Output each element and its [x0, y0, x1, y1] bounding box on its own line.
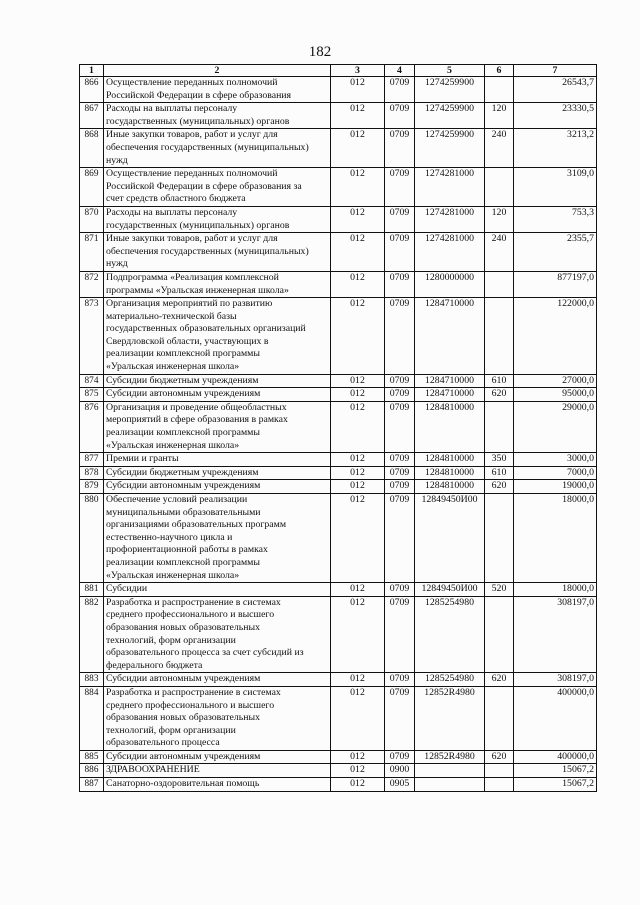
ministry-code: 012 — [331, 233, 385, 272]
expense-name-line: муниципальными образовательными — [106, 506, 261, 518]
row-number: 874 — [80, 374, 104, 388]
row-number: 866 — [80, 77, 104, 103]
expense-name-line: программы «Уральская инженерная школа» — [106, 284, 289, 296]
ministry-code: 012 — [331, 480, 385, 494]
expense-name-line: профориентационной работы в рамках — [106, 544, 268, 556]
expense-name-line: Расходы на выплаты персоналу — [106, 206, 238, 218]
expense-type-code: 620 — [485, 750, 514, 764]
expense-name — [104, 673, 331, 687]
target-article-code: 1274259900 — [415, 77, 485, 103]
column-header: 2 — [104, 65, 331, 77]
target-article-code: 1284710000 — [415, 298, 485, 375]
expense-name — [104, 206, 331, 232]
section-code: 0709 — [385, 583, 415, 597]
ministry-code: 012 — [331, 103, 385, 129]
section-code: 0709 — [385, 388, 415, 402]
target-article-code: 12852R4980 — [415, 750, 485, 764]
section-code: 0709 — [385, 298, 415, 375]
expense-name-line: естественно-научного цикла и — [106, 531, 233, 543]
target-article-code: 1284810000 — [415, 466, 485, 480]
target-article-code: 1285254980 — [415, 596, 485, 673]
amount: 122000,0 — [514, 298, 597, 375]
table-row — [80, 233, 597, 272]
expense-name-line: Субсидии — [106, 583, 148, 595]
section-code: 0905 — [385, 778, 415, 792]
expense-name — [104, 686, 331, 750]
amount: 3000,0 — [514, 453, 597, 467]
expense-name-line: технологий, форм организации — [106, 634, 236, 646]
section-code: 0709 — [385, 453, 415, 467]
expense-type-code: 610 — [485, 466, 514, 480]
expense-name-line: нужд — [106, 154, 128, 166]
expense-name-line: Иные закупки товаров, работ и услуг для — [106, 129, 278, 141]
row-number: 875 — [80, 388, 104, 402]
row-number: 885 — [80, 750, 104, 764]
amount: 3213,2 — [514, 129, 597, 168]
target-article-code: 1274281000 — [415, 233, 485, 272]
expense-name-line: Разработка и распространение в системах — [106, 596, 281, 608]
expense-name — [104, 129, 331, 168]
table-row — [80, 206, 597, 232]
expense-name-line: Субсидии автономным учреждениям — [106, 673, 261, 685]
expense-type-code — [485, 298, 514, 375]
table-row — [80, 750, 597, 764]
row-number: 878 — [80, 466, 104, 480]
expense-name-line: нужд — [106, 258, 128, 270]
table-row — [80, 453, 597, 467]
expense-name — [104, 778, 331, 792]
table-row — [80, 388, 597, 402]
expense-name-line: «Уральская инженерная школа» — [106, 361, 240, 373]
expense-name-line: реализации комплексной программы — [106, 556, 260, 568]
expense-name-line: Российской Федерации в сфере образования — [106, 89, 292, 101]
target-article-code: 1274259900 — [415, 129, 485, 168]
expense-name — [104, 77, 331, 103]
expense-name — [104, 233, 331, 272]
amount: 29000,0 — [514, 401, 597, 452]
expense-name — [104, 583, 331, 597]
amount: 95000,0 — [514, 388, 597, 402]
amount: 877197,0 — [514, 271, 597, 297]
ministry-code: 012 — [331, 374, 385, 388]
column-header: 7 — [514, 65, 597, 77]
ministry-code: 012 — [331, 778, 385, 792]
amount: 18000,0 — [514, 494, 597, 583]
expense-name — [104, 596, 331, 673]
expense-name-line: Обеспечение условий реализации — [106, 494, 248, 505]
ministry-code: 012 — [331, 77, 385, 103]
row-number: 873 — [80, 298, 104, 375]
table-row — [80, 401, 597, 452]
amount: 27000,0 — [514, 374, 597, 388]
expense-name — [104, 466, 331, 480]
amount: 26543,7 — [514, 77, 597, 103]
expense-type-code: 610 — [485, 374, 514, 388]
expense-name-line: Субсидии бюджетным учреждениям — [106, 374, 259, 386]
section-code: 0709 — [385, 466, 415, 480]
expense-type-code: 620 — [485, 388, 514, 402]
expense-name-line: Подпрограмма «Реализация комплексной — [106, 271, 279, 283]
amount: 753,3 — [514, 206, 597, 232]
expense-name-line: материально-технической базы — [106, 310, 237, 322]
expense-name — [104, 401, 331, 452]
expense-name — [104, 271, 331, 297]
table-row — [80, 673, 597, 687]
section-code: 0709 — [385, 103, 415, 129]
expense-type-code: 120 — [485, 206, 514, 232]
expense-name-line: счет средств областного бюджета — [106, 193, 246, 205]
table-row — [80, 103, 597, 129]
table-row — [80, 596, 597, 673]
column-header: 1 — [80, 65, 104, 77]
target-article-code: 12849450И00 — [415, 494, 485, 583]
section-code: 0709 — [385, 374, 415, 388]
expense-type-code: 350 — [485, 453, 514, 467]
section-code: 0709 — [385, 168, 415, 207]
column-header: 6 — [485, 65, 514, 77]
expense-name-line: образования новых образовательных — [106, 621, 260, 633]
amount: 2355,7 — [514, 233, 597, 272]
table-row — [80, 271, 597, 297]
expense-name-line: образования новых образовательных — [106, 712, 260, 724]
amount: 23330,5 — [514, 103, 597, 129]
row-number: 887 — [80, 778, 104, 792]
expense-name-line: среднего профессионального и высшего — [106, 699, 275, 711]
expense-name — [104, 480, 331, 494]
expense-type-code — [485, 168, 514, 207]
amount: 18000,0 — [514, 583, 597, 597]
expense-name — [104, 494, 331, 583]
expense-name — [104, 374, 331, 388]
expense-name-line: Разработка и распространение в системах — [106, 686, 281, 698]
ministry-code: 012 — [331, 466, 385, 480]
row-number: 883 — [80, 673, 104, 687]
table-row — [80, 298, 597, 375]
target-article-code: 1284810000 — [415, 480, 485, 494]
expense-type-code — [485, 686, 514, 750]
section-code: 0900 — [385, 764, 415, 778]
expense-type-code — [485, 77, 514, 103]
row-number: 881 — [80, 583, 104, 597]
expense-type-code — [485, 401, 514, 452]
section-code: 0709 — [385, 77, 415, 103]
section-code: 0709 — [385, 233, 415, 272]
target-article-code — [415, 764, 485, 778]
expense-type-code — [485, 596, 514, 673]
expense-name-line: Свердловской области, участвующих в — [106, 335, 269, 347]
amount: 308197,0 — [514, 596, 597, 673]
expense-name — [104, 764, 331, 778]
section-code: 0709 — [385, 673, 415, 687]
section-code: 0709 — [385, 206, 415, 232]
budget-table — [79, 64, 597, 792]
expense-name-line: Субсидии автономным учреждениям — [106, 750, 261, 762]
expense-name-line: ЗДРАВООХРАНЕНИЕ — [106, 764, 200, 776]
row-number: 871 — [80, 233, 104, 272]
table-row — [80, 374, 597, 388]
expense-name-line: Осуществление переданных полномочий — [106, 168, 278, 180]
ministry-code: 012 — [331, 129, 385, 168]
expense-name-line: реализации комплексной программы — [106, 427, 260, 439]
expense-name-line: государственных (муниципальных) органов — [106, 115, 290, 127]
expense-type-code: 520 — [485, 583, 514, 597]
expense-name — [104, 168, 331, 207]
expense-name — [104, 298, 331, 375]
amount: 15067,2 — [514, 778, 597, 792]
table-row — [80, 494, 597, 583]
target-article-code: 1280000000 — [415, 271, 485, 297]
column-header: 3 — [331, 65, 385, 77]
expense-name-line: государственных образовательных организаций — [106, 323, 306, 335]
section-code: 0709 — [385, 480, 415, 494]
row-number: 882 — [80, 596, 104, 673]
target-article-code — [415, 778, 485, 792]
column-header: 4 — [385, 65, 415, 77]
expense-name-line: Субсидии автономным учреждениям — [106, 480, 261, 492]
amount: 7000,0 — [514, 466, 597, 480]
expense-name-line: мероприятий в сфере образования в рамках — [106, 414, 288, 426]
expense-name-line: «Уральская инженерная школа» — [106, 439, 240, 451]
expense-type-code — [485, 494, 514, 583]
expense-type-code: 120 — [485, 103, 514, 129]
expense-name-line: образовательного процесса — [106, 737, 220, 749]
column-header: 5 — [415, 65, 485, 77]
expense-type-code: 620 — [485, 673, 514, 687]
table-row — [80, 583, 597, 597]
row-number: 886 — [80, 764, 104, 778]
expense-name-line: «Уральская инженерная школа» — [106, 569, 240, 581]
expense-name-line: Российской Федерации в сфере образования за — [106, 180, 302, 192]
expense-type-code: 620 — [485, 480, 514, 494]
ministry-code: 012 — [331, 401, 385, 452]
expense-name-line: Осуществление переданных полномочий — [106, 77, 278, 88]
target-article-code: 1285254980 — [415, 673, 485, 687]
expense-name-line: технологий, форм организации — [106, 724, 236, 736]
ministry-code: 012 — [331, 168, 385, 207]
target-article-code: 1274281000 — [415, 206, 485, 232]
page-number: 182 — [308, 44, 332, 60]
target-article-code: 1274281000 — [415, 168, 485, 207]
expense-type-code: 240 — [485, 233, 514, 272]
ministry-code: 012 — [331, 206, 385, 232]
ministry-code: 012 — [331, 453, 385, 467]
amount: 3109,0 — [514, 168, 597, 207]
ministry-code: 012 — [331, 271, 385, 297]
row-number: 867 — [80, 103, 104, 129]
expense-type-code — [485, 778, 514, 792]
section-code: 0709 — [385, 750, 415, 764]
table-row — [80, 686, 597, 750]
row-number: 879 — [80, 480, 104, 494]
ministry-code: 012 — [331, 583, 385, 597]
row-number: 872 — [80, 271, 104, 297]
section-code: 0709 — [385, 686, 415, 750]
expense-name-line: государственных (муниципальных) органов — [106, 219, 290, 231]
amount: 15067,2 — [514, 764, 597, 778]
expense-name-line: среднего профессионального и высшего — [106, 609, 275, 621]
expense-name — [104, 750, 331, 764]
expense-name — [104, 388, 331, 402]
target-article-code: 12849450И00 — [415, 583, 485, 597]
expense-name-line: Санаторно-оздоровительная помощь — [106, 778, 260, 790]
expense-name — [104, 453, 331, 467]
row-number: 880 — [80, 494, 104, 583]
row-number: 870 — [80, 206, 104, 232]
header-row — [80, 65, 597, 77]
expense-name-line: Организация мероприятий по развитию — [106, 298, 273, 310]
amount: 19000,0 — [514, 480, 597, 494]
expense-name-line: организациями образовательных программ — [106, 519, 287, 531]
ministry-code: 012 — [331, 686, 385, 750]
expense-type-code — [485, 764, 514, 778]
ministry-code: 012 — [331, 673, 385, 687]
table-row — [80, 480, 597, 494]
target-article-code: 12852R4980 — [415, 686, 485, 750]
expense-name — [104, 103, 331, 129]
target-article-code: 1274259900 — [415, 103, 485, 129]
target-article-code: 1284810000 — [415, 401, 485, 452]
row-number: 876 — [80, 401, 104, 452]
row-number: 877 — [80, 453, 104, 467]
row-number: 868 — [80, 129, 104, 168]
amount: 308197,0 — [514, 673, 597, 687]
expense-name-line: Иные закупки товаров, работ и услуг для — [106, 233, 278, 245]
target-article-code: 1284810000 — [415, 453, 485, 467]
expense-type-code: 240 — [485, 129, 514, 168]
expense-name-line: Субсидии автономным учреждениям — [106, 388, 261, 400]
amount: 400000,0 — [514, 750, 597, 764]
expense-name-line: обеспечения государственных (муниципальных) — [106, 141, 309, 153]
expense-name-line: Расходы на выплаты персоналу — [106, 103, 238, 115]
ministry-code: 012 — [331, 388, 385, 402]
table-row — [80, 77, 597, 103]
amount: 400000,0 — [514, 686, 597, 750]
ministry-code: 012 — [331, 298, 385, 375]
section-code: 0709 — [385, 271, 415, 297]
table-row — [80, 764, 597, 778]
expense-name-line: образовательного процесса за счет субсидий из — [106, 647, 304, 659]
ministry-code: 012 — [331, 596, 385, 673]
row-number: 884 — [80, 686, 104, 750]
section-code: 0709 — [385, 129, 415, 168]
section-code: 0709 — [385, 401, 415, 452]
table-row — [80, 129, 597, 168]
ministry-code: 012 — [331, 764, 385, 778]
table-row — [80, 466, 597, 480]
expense-name-line: обеспечения государственных (муниципальных) — [106, 245, 309, 257]
table-row — [80, 168, 597, 207]
ministry-code: 012 — [331, 494, 385, 583]
row-number: 869 — [80, 168, 104, 207]
expense-name-line: Премии и гранты — [106, 453, 179, 465]
section-code: 0709 — [385, 596, 415, 673]
table-row — [80, 778, 597, 792]
target-article-code: 1284710000 — [415, 374, 485, 388]
expense-name-line: федерального бюджета — [106, 659, 203, 671]
section-code: 0709 — [385, 494, 415, 583]
expense-name-line: Организация и проведение общеобластных — [106, 401, 287, 413]
expense-type-code — [485, 271, 514, 297]
expense-name-line: реализации комплексной программы — [106, 348, 260, 360]
target-article-code: 1284710000 — [415, 388, 485, 402]
expense-name-line: Субсидии бюджетным учреждениям — [106, 466, 259, 478]
ministry-code: 012 — [331, 750, 385, 764]
